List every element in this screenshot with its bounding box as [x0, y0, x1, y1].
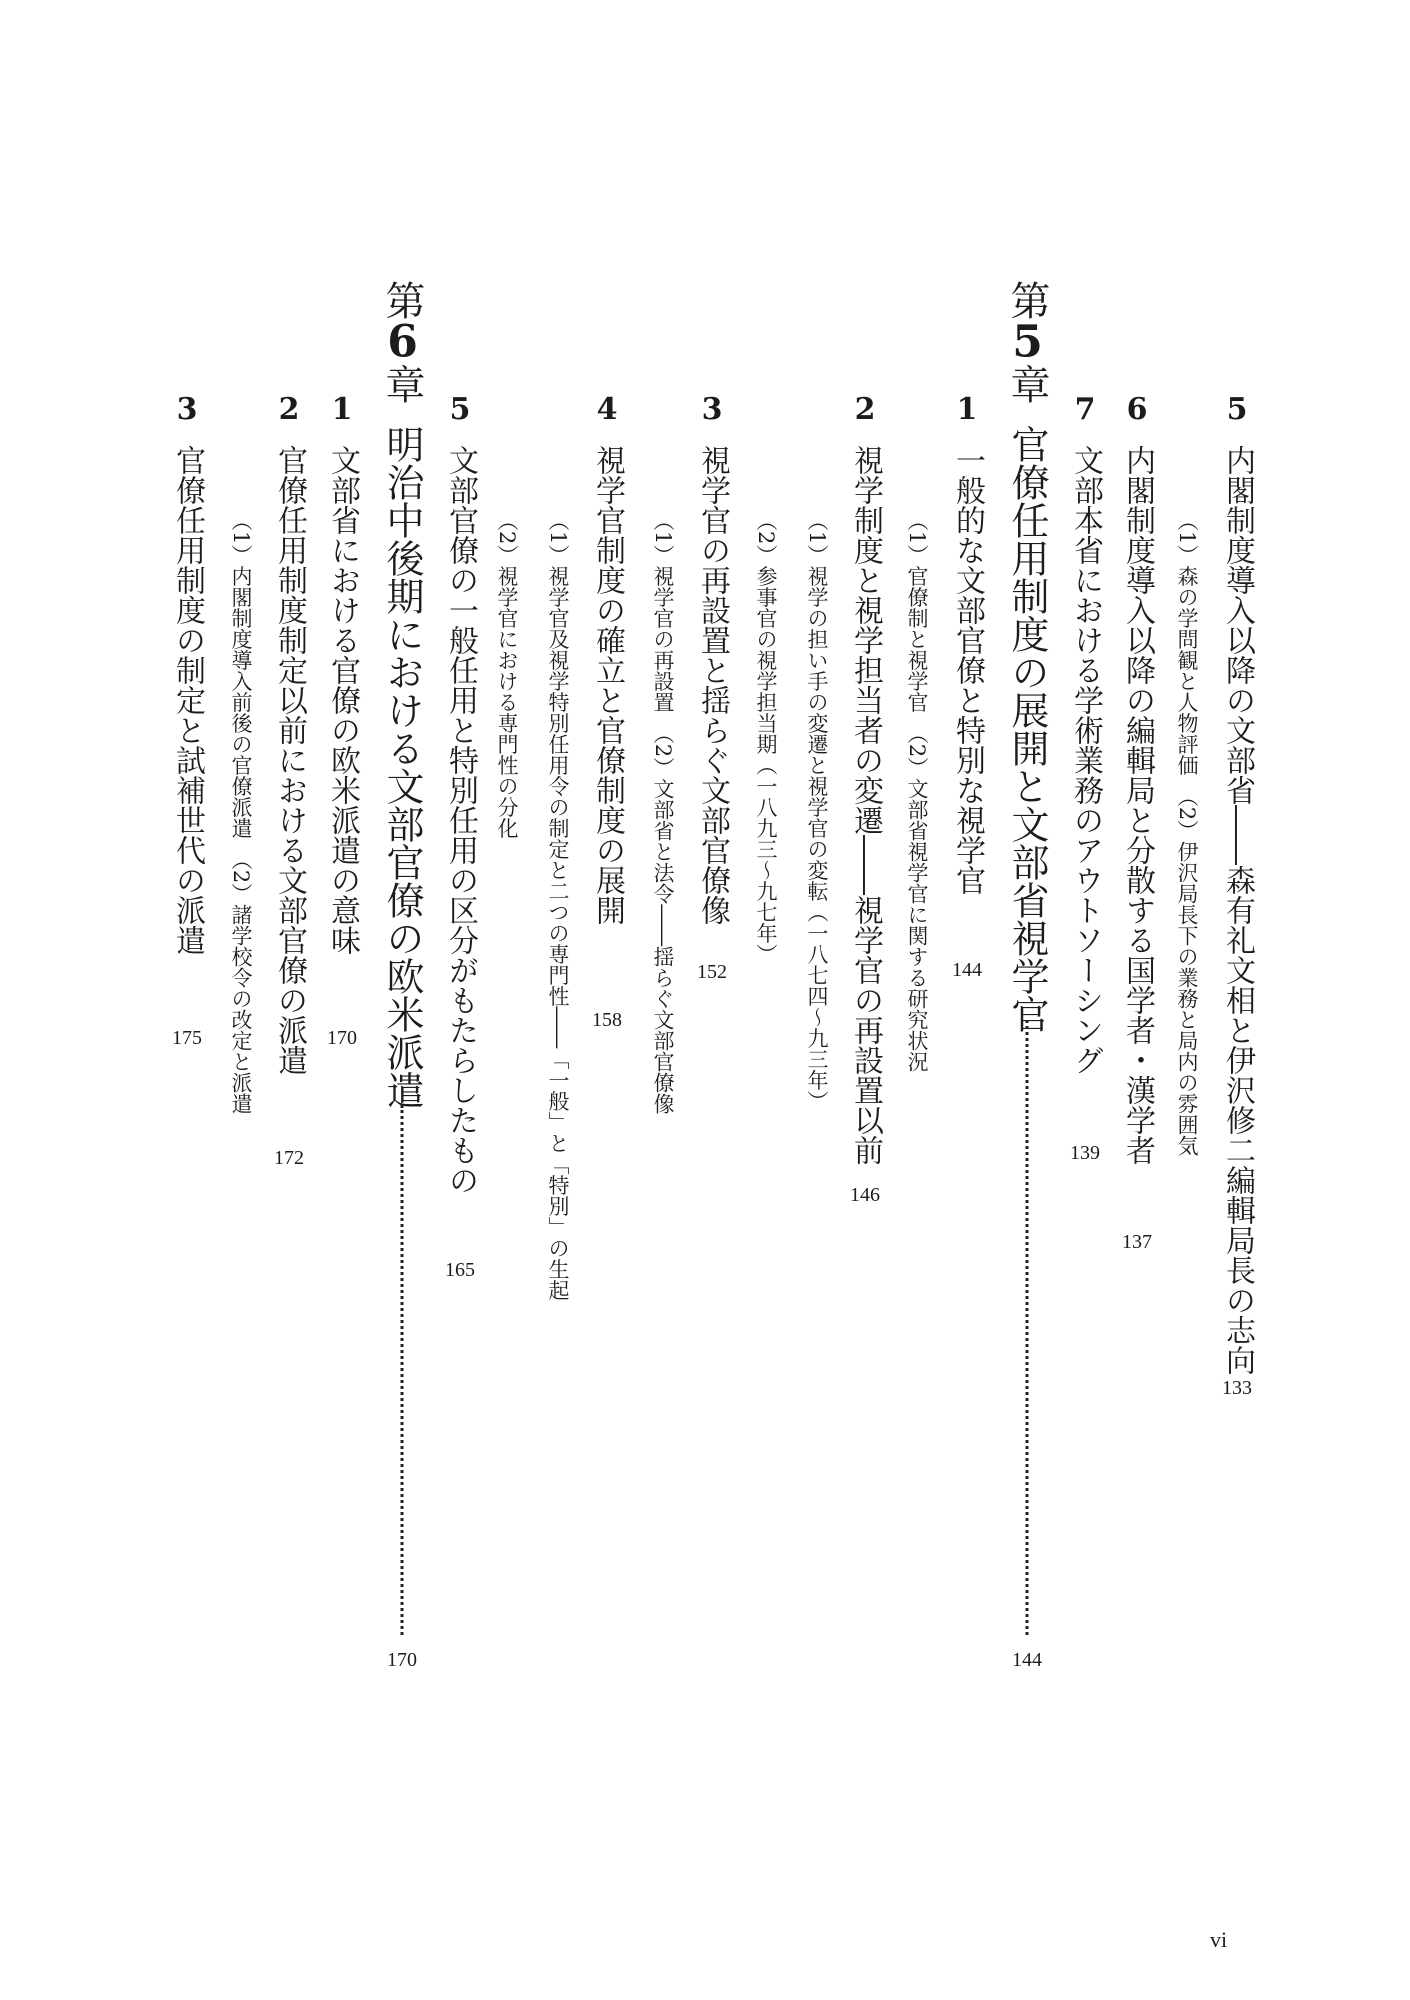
page-number: 175 — [172, 1027, 202, 1049]
section-number: 2 — [278, 392, 300, 427]
leader-dots — [1026, 1020, 1029, 1635]
chapter-label — [380, 280, 424, 404]
page-number: 152 — [697, 961, 727, 983]
section-number: 1 — [956, 392, 978, 427]
section-number: 6 — [1126, 392, 1148, 427]
subsection-line: （1）視学官の再設置 （2）文部省と法令――揺らぐ文部官僚像 — [651, 510, 675, 1115]
leader-dots — [401, 1105, 404, 1635]
page-number: 165 — [445, 1259, 475, 1281]
folio: vi — [1210, 1927, 1228, 1952]
section-number: 3 — [176, 392, 198, 427]
subsection-line: （1）内閣制度導入前後の官僚派遣 （2）諸学校令の改定と派遣 — [229, 510, 253, 1115]
chapter-label — [1005, 280, 1049, 404]
section-number: 5 — [449, 392, 471, 427]
page-number: 172 — [274, 1147, 304, 1169]
page-number: 139 — [1070, 1142, 1100, 1164]
chapter-title: 明治中後期における文部官僚の欧米派遣 — [380, 425, 424, 1109]
section-title: 内閣制度導入以降の編輯局と分散する国学者・漢学者 — [1120, 445, 1155, 1165]
page-number: 146 — [850, 1184, 880, 1206]
section-title: 官僚任用制度の制定と試補世代の派遣 — [170, 445, 205, 955]
section-number: 4 — [596, 392, 618, 427]
page-number: 170 — [387, 1649, 417, 1671]
section-title: 文部官僚の一般任用と特別任用の区分がもたらしたもの — [443, 445, 478, 1195]
section-number: 1 — [331, 392, 353, 427]
section-number: 7 — [1074, 392, 1096, 427]
chapter-number: 6 — [387, 320, 418, 364]
section-title: 視学官制度の確立と官僚制度の展開 — [590, 445, 625, 925]
subsection-line: （1）視学の担い手の変遷と視学官の変転（一八七四～九三年） — [805, 510, 829, 1112]
chapter-label-prefix: 第 — [379, 280, 425, 320]
page-number: 144 — [952, 959, 982, 981]
page-number: 158 — [592, 1009, 622, 1031]
section-number: 5 — [1226, 392, 1248, 427]
section-title: 文部省における官僚の欧米派遣の意味 — [325, 445, 360, 955]
subsection-line: （1）森の学問観と人物評価 （2）伊沢局長下の業務と局内の雰囲気 — [1175, 510, 1199, 1157]
chapter-number: 5 — [1012, 320, 1043, 364]
chapter-label-suffix: 章 — [379, 364, 425, 404]
section-title: 視学制度と視学担当者の変遷――視学官の再設置以前 — [848, 445, 883, 1165]
section-title: 一般的な文部官僚と特別な視学官 — [950, 445, 985, 895]
page-number: 133 — [1222, 1377, 1252, 1399]
page-number: 137 — [1122, 1231, 1152, 1253]
subsection-line: （1）官僚制と視学官 （2）文部省視学官に関する研究状況 — [905, 510, 929, 1073]
chapter-label-prefix: 第 — [1004, 280, 1050, 320]
section-title: 官僚任用制度制定以前における文部官僚の派遣 — [272, 445, 307, 1075]
subsection-line: （2）参事官の視学担当期（一八九三～九七年） — [754, 510, 778, 965]
subsection-line: （1）視学官及視学特別任用令の制定と二つの専門性――「一般」と「特別」の生起 — [546, 510, 570, 1301]
page-number: 144 — [1012, 1649, 1042, 1671]
page-number: 170 — [327, 1027, 357, 1049]
section-number: 2 — [854, 392, 876, 427]
section-number: 3 — [701, 392, 723, 427]
subsection-line: （2）視学官における専門性の分化 — [495, 510, 519, 839]
chapter-title: 官僚任用制度の展開と文部省視学官 — [1005, 425, 1049, 1033]
section-title: 内閣制度導入以降の文部省――森有礼文相と伊沢修二編輯局長の志向 — [1220, 445, 1255, 1375]
chapter-label-suffix: 章 — [1004, 364, 1050, 404]
section-title: 文部本省における学術業務のアウトソーシング — [1068, 445, 1103, 1075]
section-title: 視学官の再設置と揺らぐ文部官僚像 — [695, 445, 730, 925]
